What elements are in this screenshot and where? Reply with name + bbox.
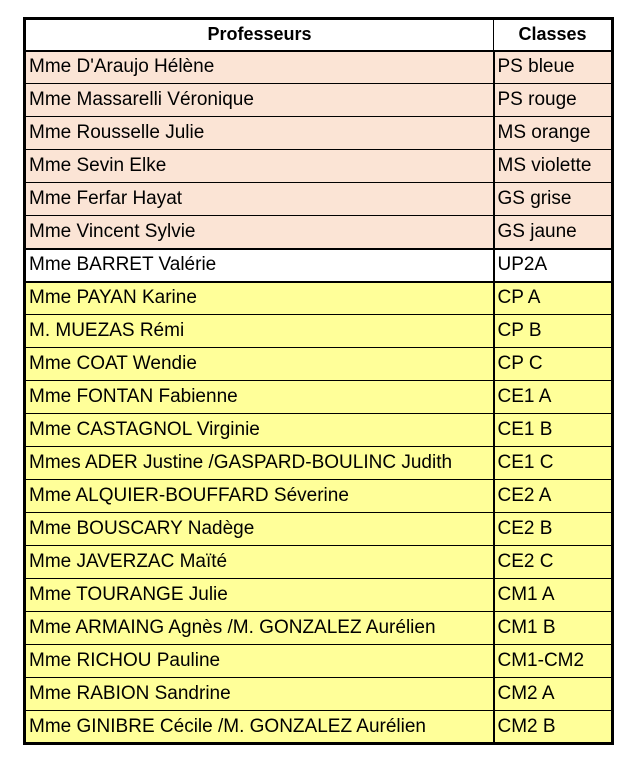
class-cell: CP C: [494, 348, 613, 381]
teacher-cell: Mme PAYAN Karine: [25, 282, 494, 315]
teacher-cell: Mmes ADER Justine /GASPARD-BOULINC Judith: [25, 447, 494, 480]
class-cell: CM1 B: [494, 612, 613, 645]
header-classes: Classes: [494, 19, 613, 51]
teacher-cell: Mme Vincent Sylvie: [25, 216, 494, 249]
class-cell: CE2 C: [494, 546, 613, 579]
teacher-class-table: [23, 17, 614, 745]
class-cell: PS bleue: [494, 51, 613, 84]
teacher-cell: Mme RABION Sandrine: [25, 678, 494, 711]
table-row: [25, 84, 613, 117]
teacher-cell: Mme ARMAING Agnès /M. GONZALEZ Aurélien: [25, 612, 494, 645]
class-cell: CE2 A: [494, 480, 613, 513]
teacher-cell: Mme ALQUIER-BOUFFARD Séverine: [25, 480, 494, 513]
class-cell: CP B: [494, 315, 613, 348]
class-cell: CM2 A: [494, 678, 613, 711]
teacher-cell: Mme Sevin Elke: [25, 150, 494, 183]
teacher-cell: Mme BOUSCARY Nadège: [25, 513, 494, 546]
teacher-cell: Mme RICHOU Pauline: [25, 645, 494, 678]
table-body: [25, 51, 613, 744]
table-row: [25, 51, 613, 84]
teacher-cell: Mme COAT Wendie: [25, 348, 494, 381]
class-cell: UP2A: [494, 249, 613, 282]
class-cell: GS grise: [494, 183, 613, 216]
table-row: [25, 480, 613, 513]
table-row: [25, 249, 613, 282]
teacher-cell: Mme JAVERZAC Maïté: [25, 546, 494, 579]
teacher-cell: Mme Massarelli Véronique: [25, 84, 494, 117]
header-row: [25, 19, 613, 51]
teacher-cell: Mme Rousselle Julie: [25, 117, 494, 150]
class-cell: CE1 A: [494, 381, 613, 414]
class-cell: CE2 B: [494, 513, 613, 546]
table-header: [25, 19, 613, 51]
table-row: [25, 612, 613, 645]
table-row: [25, 216, 613, 249]
class-cell: GS jaune: [494, 216, 613, 249]
class-cell: CE1 C: [494, 447, 613, 480]
table-row: [25, 348, 613, 381]
table-row: [25, 414, 613, 447]
teacher-cell: Mme BARRET Valérie: [25, 249, 494, 282]
class-cell: MS orange: [494, 117, 613, 150]
table-row: [25, 447, 613, 480]
header-teachers: Professeurs: [25, 19, 494, 51]
table-row: [25, 711, 613, 744]
table-row: [25, 513, 613, 546]
class-cell: CE1 B: [494, 414, 613, 447]
table-row: [25, 117, 613, 150]
teacher-cell: Mme FONTAN Fabienne: [25, 381, 494, 414]
table-row: [25, 282, 613, 315]
teacher-cell: Mme Ferfar Hayat: [25, 183, 494, 216]
teacher-cell: Mme GINIBRE Cécile /M. GONZALEZ Aurélien: [25, 711, 494, 744]
table-row: [25, 150, 613, 183]
table-row: [25, 315, 613, 348]
teacher-cell: Mme CASTAGNOL Virginie: [25, 414, 494, 447]
teacher-cell: Mme D'Araujo Hélène: [25, 51, 494, 84]
class-cell: CM1 A: [494, 579, 613, 612]
teacher-cell: Mme TOURANGE Julie: [25, 579, 494, 612]
table-row: [25, 381, 613, 414]
table-row: [25, 579, 613, 612]
class-cell: PS rouge: [494, 84, 613, 117]
class-cell: CM2 B: [494, 711, 613, 744]
table-row: [25, 546, 613, 579]
class-cell: CM1-CM2: [494, 645, 613, 678]
class-cell: MS violette: [494, 150, 613, 183]
class-cell: CP A: [494, 282, 613, 315]
teacher-cell: M. MUEZAS Rémi: [25, 315, 494, 348]
table-row: [25, 678, 613, 711]
table-row: [25, 183, 613, 216]
table-row: [25, 645, 613, 678]
